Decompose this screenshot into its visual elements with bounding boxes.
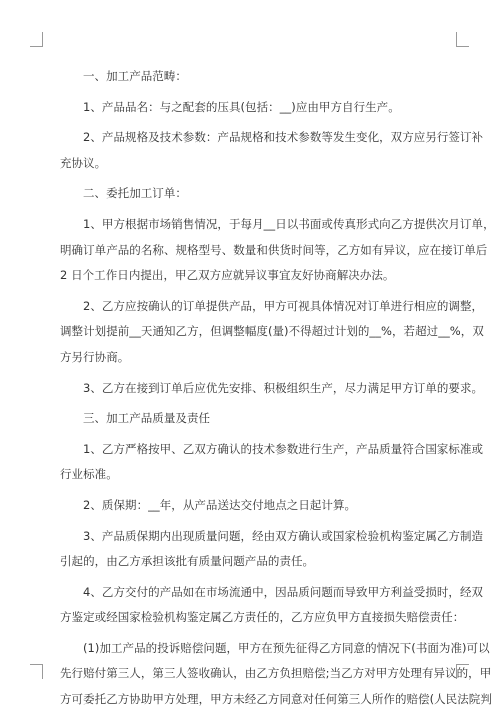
paragraph-line: 2、产品规格及技术参数：产品规格和技术参数等发生变化，双方应另行签订补 xyxy=(83,130,484,145)
document-paragraph xyxy=(60,181,445,207)
paragraph-line: 充协议。 xyxy=(60,155,107,170)
crop-mark-bottom-left xyxy=(30,664,43,679)
document-paragraph xyxy=(60,125,484,176)
document-paragraph xyxy=(60,524,484,575)
crop-mark-top-right xyxy=(456,32,469,47)
paragraph-line: 二、委托加工订单： xyxy=(83,186,187,201)
document-paragraph xyxy=(60,64,445,90)
paragraph-line: 1、产品品名：与之配套的压具(包括：__)应由甲方自行生产。 xyxy=(83,99,400,114)
paragraph-line: 2 日个工作日内提出，甲乙双方应就异议事宜友好协商解决办法。 xyxy=(60,268,395,283)
paragraph-line: 先行赔付第三人，第三人签收确认，由乙方负担赔偿;当乙方对甲方处理有异议的，甲 xyxy=(60,666,492,681)
paragraph-line: 调整计划提前__天通知乙方，但调整幅度(量)不得超过计划的__%，若超过__%，双 xyxy=(60,324,484,339)
paragraph-line: 2、质保期：__年，从产品送达交付地点之日起计算。 xyxy=(83,497,357,512)
paragraph-line: 方可委托乙方协助甲方处理，甲方未经乙方同意对任何第三人所作的赔偿(人民法院判 xyxy=(60,692,492,707)
paragraph-line: 明确订单产品的名称、规格型号、数量和供货时间等，乙方如有异议，应在接订单后 xyxy=(60,242,488,257)
paragraph-line: 4、乙方交付的产品如在市场流通中，因品质问题而导致甲方利益受损时，经双 xyxy=(83,584,484,599)
paragraph-line: 3、产品质保期内出现质量问题，经由双方确认或国家检验机构鉴定属乙方制造 xyxy=(83,528,484,543)
crop-mark-top-left xyxy=(30,32,43,47)
document-paragraph xyxy=(60,493,445,519)
document-paragraph xyxy=(60,406,445,432)
paragraph-line: 方鉴定或经国家检验机构鉴定属乙方责任的，乙方应负甲方直接损失赔偿责任： xyxy=(60,610,465,625)
paragraph-line: (1)加工产品的投诉赔偿问题，甲方在预先征得乙方同意的情况下(书面为准)可以 xyxy=(83,640,490,655)
paragraph-line: 方另行协商。 xyxy=(60,349,130,364)
document-paragraph xyxy=(60,580,484,631)
document-paragraph xyxy=(60,437,484,488)
paragraph-line: 行业标准。 xyxy=(60,467,118,482)
document-body xyxy=(60,64,495,718)
document-paragraph xyxy=(60,212,495,289)
paragraph-line: 2、乙方应按确认的订单提供产品，甲方可视具体情况对订单进行相应的调整， xyxy=(83,298,484,313)
paragraph-line: 引起的，由乙方承担该批有质量问题产品的责任。 xyxy=(60,554,315,569)
document-paragraph xyxy=(60,95,445,121)
paragraph-line: 一、加工产品范畴： xyxy=(83,69,187,83)
paragraph-line: 1、乙方严格按甲、乙双方确认的技术参数进行生产，产品质量符合国家标准或 xyxy=(83,441,484,456)
document-paragraph xyxy=(60,294,484,371)
paragraph-line: 三、加工产品质量及责任 xyxy=(83,411,211,426)
paragraph-line: 1、甲方根据市场销售情况，于每月__日以书面或传真形式向乙方提供次月订单， xyxy=(83,216,495,231)
document-paragraph xyxy=(60,376,484,402)
document-paragraph xyxy=(60,636,492,713)
paragraph-line: 3、乙方在接到订单后应优先安排、积极组织生产，尽力满足甲方订单的要求。 xyxy=(83,380,484,395)
